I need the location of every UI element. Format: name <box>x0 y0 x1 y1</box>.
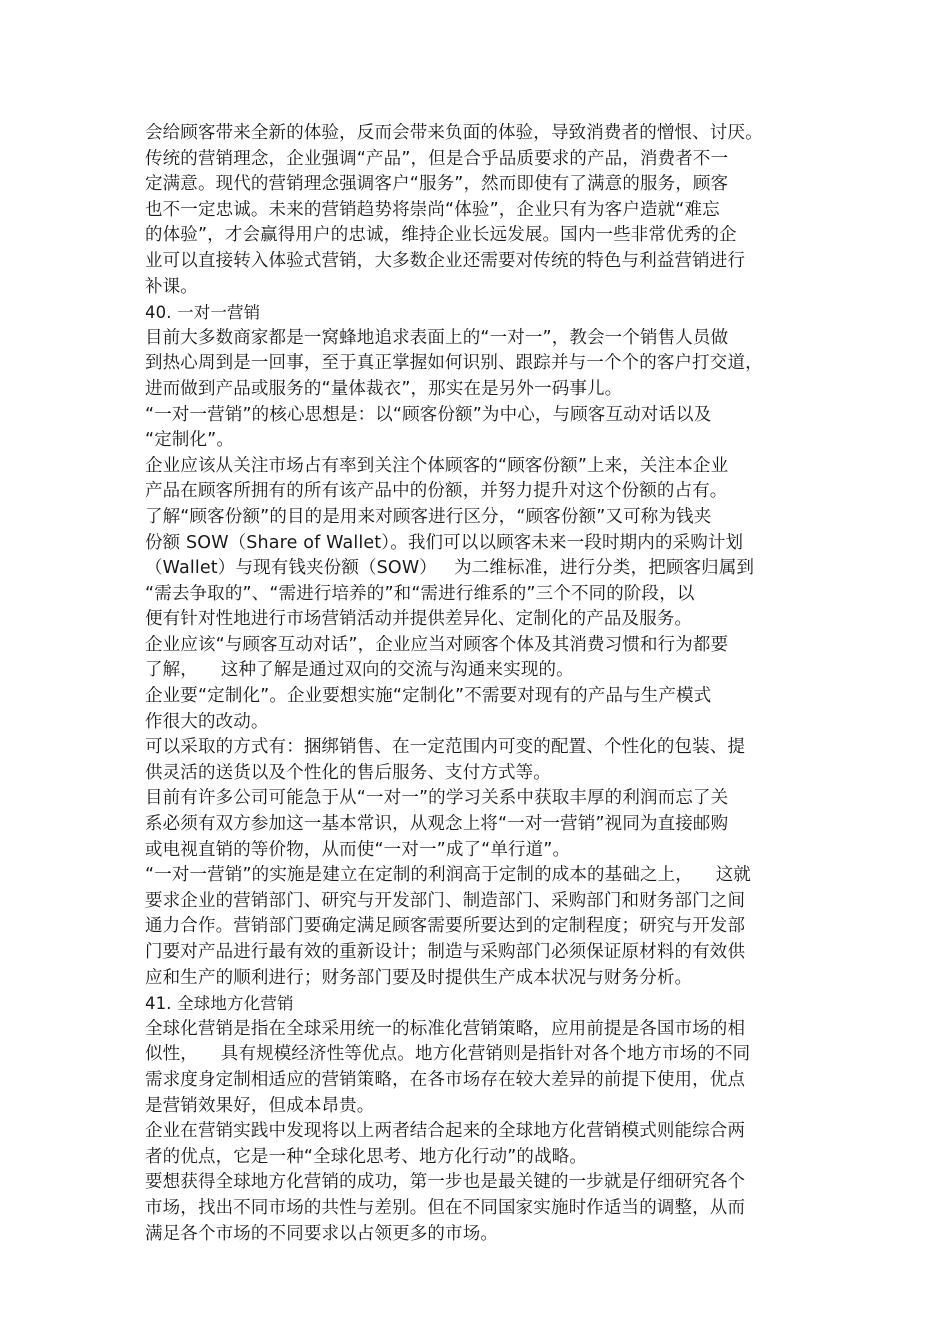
text-line: 者的优点，它是一种“全球化思考、地方化行动”的战略。 <box>145 1146 588 1167</box>
text-line: 定满意。现代的营销理念强调客户“服务”，然而即使有了满意的服务，顾客 <box>145 174 729 195</box>
text-line: 进而做到产品或服务的“量体裁衣”，那实在是另外一码事儿。 <box>145 378 623 399</box>
text-line: 要想获得全球地方化营销的成功，第一步也是最关键的一步就是仔细研究各个 <box>145 1172 746 1193</box>
text-line: 传统的营销理念，企业强调“产品”，但是合乎品质要求的产品，消费者不一 <box>145 148 729 169</box>
text-line: 也不一定忠诚。未来的营销趋势将崇尚“体验”，企业只有为客户造就“难忘 <box>145 199 720 220</box>
text-line: 企业在营销实践中发现将以上两者结合起来的全球地方化营销模式则能综合两 <box>145 1121 746 1142</box>
text-line: “一对一营销”的实施是建立在定制的利润高于定制的成本的基础之上， 这就 <box>145 865 752 886</box>
text-line: 门要对产品进行最有效的重新设计；制造与采购部门必须保证原材料的有效供 <box>145 942 746 962</box>
text-line: 了解“顾客份额”的目的是用来对顾客进行区分，“顾客份额”又可称为钱夹 <box>145 506 712 527</box>
text-line: 全球化营销是指在全球采用统一的标准化营销策略，应用前提是各国市场的相 <box>145 1018 746 1039</box>
text-line: 目前大多数商家都是一窝蜂地追求表面上的“一对一”，教会一个销售人员做 <box>145 327 729 348</box>
text-line: 系必须有双方参加这一基本常识，从观念上将“一对一营销”视同为直接邮购 <box>145 814 729 835</box>
text-line: “一对一营销”的核心思想是：以“顾客份额”为中心，与顾客互动对话以及 <box>145 404 712 425</box>
text-line: 满足各个市场的不同要求以占领更多的市场。 <box>145 1223 498 1244</box>
text-line: 作很大的改动。 <box>145 711 269 732</box>
document-body <box>145 121 813 1247</box>
text-line: 便有针对性地进行市场营销活动并提供差异化、定制化的产品及服务。 <box>145 609 693 630</box>
text-line: 企业应该从关注市场占有率到关注个体顾客的“顾客份额”上来，关注本企业 <box>145 455 729 476</box>
text-line: 应和生产的顺利进行；财务部门要及时提供生产成本状况与财务分析。 <box>145 967 693 988</box>
text-line: 企业应该“与顾客互动对话”，企业应当对顾客个体及其消费习惯和行为都要 <box>145 634 729 655</box>
text-line: 补课。 <box>145 276 198 297</box>
text-line: 到热心周到是一回事，至于真正掌握如何识别、跟踪并与一个个的客户打交道， <box>145 353 763 374</box>
text-line: 需求度身定制相适应的营销策略，在各市场存在较大差异的前提下使用，优点 <box>145 1069 746 1090</box>
text-line: 份额 SOW（Share of Wallet）。我们可以以顾客未来一段时期内的采购计划 <box>145 532 744 553</box>
text-line: 是营销效果好，但成本昂贵。 <box>145 1095 375 1116</box>
text-line: 通力合作。营销部门要确定满足顾客需要所要达到的定制程度；研究与开发部 <box>145 916 746 937</box>
text-line: 企业要“定制化”。企业要想实施“定制化”不需要对现有的产品与生产模式 <box>145 686 712 707</box>
text-line: （Wallet）与现有钱夹份额（SOW） 为二维标准，进行分类，把顾客归属到 <box>145 558 755 579</box>
text-line: 或电视直销的等价物，从而使“一对一”成了“单行道”。 <box>145 839 571 860</box>
text-line: 要求企业的营销部门、研究与开发部门、制造部门、采购部门和财务部门之间 <box>145 890 746 911</box>
section-heading-40: 40. 一对一营销 <box>145 303 261 323</box>
text-line: 目前有许多公司可能急于从“一对一”的学习关系中获取丰厚的利润而忘了关 <box>145 788 729 809</box>
text-line: 了解， 这种了解是通过双向的交流与沟通来实现的。 <box>145 660 574 681</box>
text-line: 似性， 具有规模经济性等优点。地方化营销则是指针对各个地方市场的不同 <box>145 1044 751 1065</box>
text-line: “定制化”。 <box>145 430 235 451</box>
text-line: 业可以直接转入体验式营销，大多数企业还需要对传统的特色与利益营销进行 <box>145 250 746 271</box>
text-line: 的体验”，才会赢得用户的忠诚，维持企业长远发展。国内一些非常优秀的企 <box>145 225 737 246</box>
text-line: 市场，找出不同市场的共性与差别。但在不同国家实施时作适当的调整，从而 <box>145 1197 746 1218</box>
text-line: 供灵活的送货以及个性化的售后服务、支付方式等。 <box>145 762 551 783</box>
text-line: 可以采取的方式有：捆绑销售、在一定范围内可变的配置、个性化的包装、提 <box>145 737 746 758</box>
text-line: 会给顾客带来全新的体验，反而会带来负面的体验，导致消费者的憎恨、讨厌。 <box>145 123 763 143</box>
text-line: “需去争取的”、“需进行培养的”和“需进行维系的”三个不同的阶段，以 <box>145 583 695 604</box>
section-heading-41: 41. 全球地方化营销 <box>145 994 294 1014</box>
text-line: 产品在顾客所拥有的所有该产品中的份额，并努力提升对这个份额的占有。 <box>145 481 728 502</box>
